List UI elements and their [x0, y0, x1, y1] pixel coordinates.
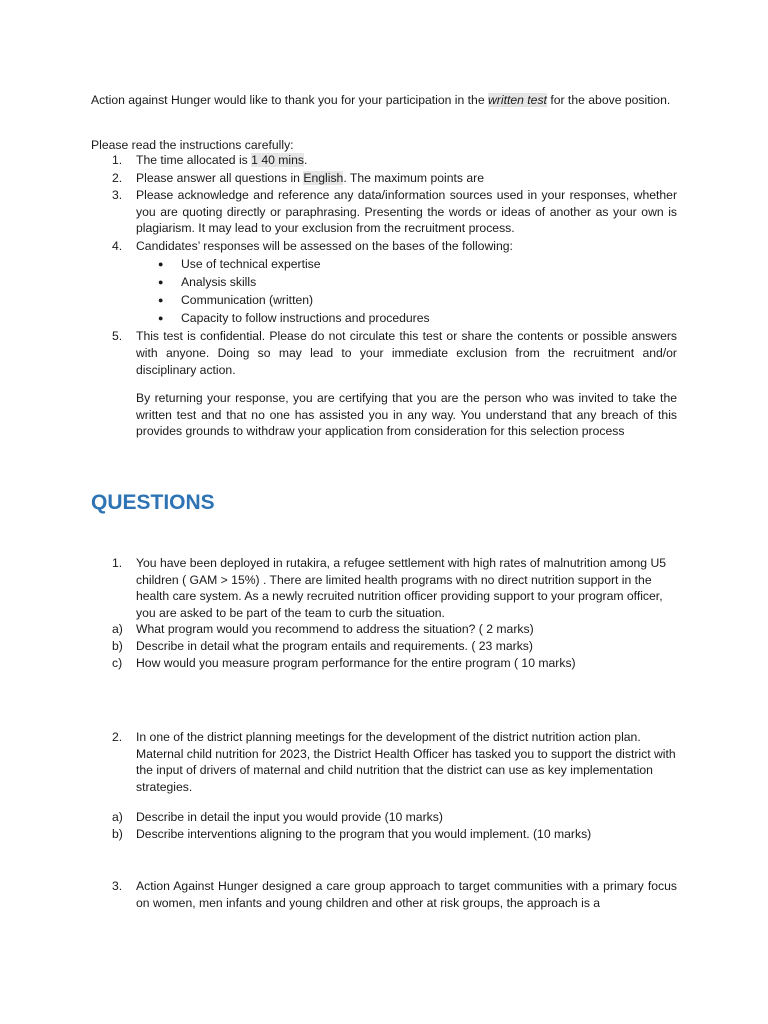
- instruction-number: 2.: [112, 170, 123, 185]
- question-2-part-a: [91, 809, 677, 826]
- question-2-part-b: [91, 826, 677, 843]
- instruction-text-end: .: [304, 153, 308, 167]
- instruction-item: [91, 170, 677, 187]
- criteria-item: [136, 310, 677, 327]
- instruction-item: [91, 238, 677, 327]
- criteria-item: [136, 292, 677, 309]
- intro-text-start: Action against Hunger would like to thank you for your participation in the: [91, 93, 488, 107]
- question-text: Action Against Hunger designed a care group approach to target communities with a primary focus on women, men infants and young children and other at risk groups, the approach is a: [136, 879, 677, 910]
- certification-paragraph: By returning your response, you are certifying that you are the person who was invited to take the written test and that no one has assisted you in any way. You understand that any breach of this provides grounds to withdraw your application from consideration for this selection process: [136, 391, 677, 439]
- question-number: 2.: [112, 730, 123, 744]
- instruction-text: Candidates’ responses will be assessed on the bases of the following:: [136, 238, 513, 253]
- question-number: 1.: [112, 556, 123, 570]
- question-1-part-b: [91, 638, 677, 655]
- part-label: a): [112, 622, 123, 637]
- instruction-item: [91, 187, 677, 237]
- criteria-text: Analysis skills: [181, 274, 257, 289]
- part-label: a): [112, 810, 123, 825]
- instructions-list: [91, 152, 677, 379]
- instruction-item: [91, 152, 677, 169]
- instruction-text: Please answer all questions in: [136, 170, 304, 185]
- instruction-highlight: English: [303, 170, 344, 185]
- instruction-number: 5.: [112, 329, 123, 344]
- part-text: Describe interventions aligning to the program that you would implement. (10 marks): [136, 826, 592, 841]
- bullet-icon: ●: [158, 258, 164, 269]
- question-2: [91, 729, 677, 843]
- instruction-number: 4.: [112, 238, 123, 253]
- question-3: [91, 878, 677, 911]
- criteria-list: [136, 256, 677, 327]
- instruction-text: The time allocated is: [136, 153, 252, 167]
- criteria-text: Communication (written): [181, 292, 314, 307]
- part-label: b): [112, 826, 123, 841]
- part-label: b): [112, 638, 123, 653]
- question-2-prompt: [91, 729, 677, 795]
- question-1-part-c: [91, 655, 677, 672]
- intro-emphasis: written test: [488, 93, 547, 107]
- part-text: What program would you recommend to address the situation? ( 2 marks): [136, 622, 534, 637]
- instruction-item: [91, 328, 677, 378]
- intro-text-end: for the above position.: [546, 93, 671, 107]
- instruction-highlight: 1 40 mins: [251, 153, 305, 167]
- bullet-icon: ●: [158, 313, 164, 324]
- criteria-item: [136, 256, 677, 273]
- question-text: You have been deployed in rutakira, a refugee settlement with high rates of malnutrition among U5 children ( GAM > 15%) . There are limited health programs with no direct nutrition support in the health care system. As a newly recruited nutrition officer providing support to your program officer, you are asked to be part of the team to curb the situation.: [136, 556, 667, 620]
- question-number: 3.: [112, 879, 123, 893]
- question-text: In one of the district planning meetings for the development of the district nutrition action plan. Maternal child nutrition for 2023, the District Health Officer has tasked you to support the district with the input of drivers of maternal and child nutrition that the district can use as key implementation strategies.: [136, 730, 676, 794]
- part-label: c): [112, 655, 123, 670]
- questions-heading: QUESTIONS: [91, 491, 215, 514]
- question-1-prompt: [91, 555, 677, 621]
- intro-paragraph: [91, 92, 677, 109]
- instruction-number: 1.: [112, 153, 123, 167]
- criteria-text: Capacity to follow instructions and procedures: [181, 311, 430, 326]
- question-3-prompt: [91, 878, 677, 911]
- instructions-lead: Please read the instructions carefully:: [91, 138, 294, 152]
- question-1-part-a: [91, 621, 677, 638]
- part-text: How would you measure program performance for the entire program ( 10 marks): [136, 655, 576, 670]
- criteria-text: Use of technical expertise: [181, 256, 321, 271]
- bullet-icon: ●: [158, 276, 164, 287]
- bullet-icon: ●: [158, 294, 164, 305]
- instruction-text: This test is confidential. Please do not circulate this test or share the contents or possible answers with anyone. Doing so may lead to your immediate exclusion from the recruitment and/or disciplinary action.: [136, 329, 677, 377]
- criteria-item: [136, 274, 677, 291]
- part-text: Describe in detail what the program entails and requirements. ( 23 marks): [136, 638, 533, 653]
- question-1: [91, 555, 677, 671]
- instruction-text-end: . The maximum points are: [343, 170, 484, 185]
- part-text: Describe in detail the input you would provide (10 marks): [136, 810, 443, 825]
- instruction-number: 3.: [112, 188, 123, 203]
- instruction-text: Please acknowledge and reference any data/information sources used in your responses, whether you are quoting directly or paraphrasing. Presenting the words or ideas of another as your own is plagiarism. It may lead to your exclusion from the recruitment process.: [136, 188, 677, 236]
